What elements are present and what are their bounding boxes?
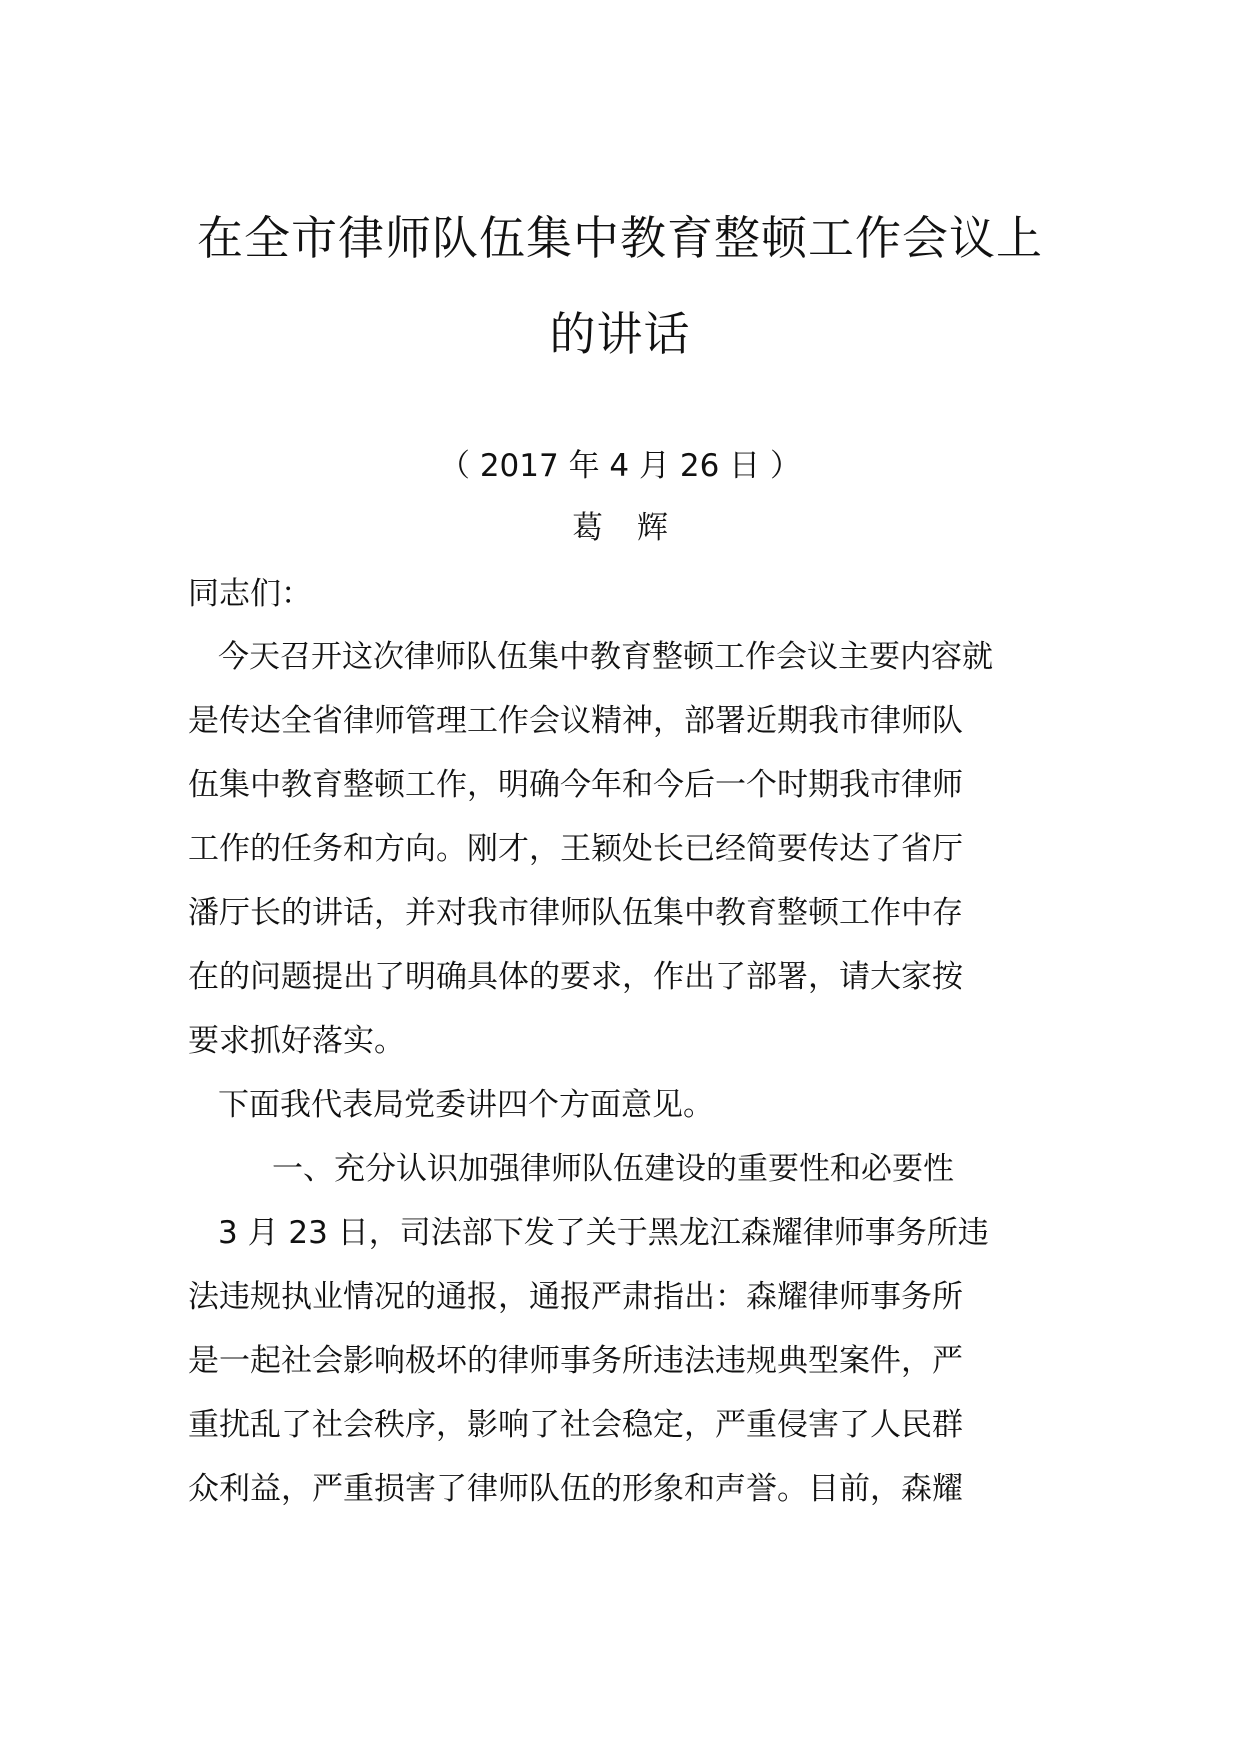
paragraph-line: 要求抓好落实。 — [188, 1023, 405, 1059]
paragraph-line: 伍集中教育整顿工作，明确今年和今后一个时期我市律师 — [188, 767, 963, 803]
paragraph-line: 是传达全省律师管理工作会议精神，部署近期我市律师队 — [188, 703, 963, 739]
paragraph-line: 3 月 23 日，司法部下发了关于黑龙江森耀律师事务所违 — [218, 1215, 989, 1251]
title-line-1: 在全市律师队伍集中教育整顿工作会议上 — [197, 211, 1043, 265]
paragraph-line: 下面我代表局党委讲四个方面意见。 — [218, 1087, 714, 1123]
paragraph-line: 今天召开这次律师队伍集中教育整顿工作会议主要内容就 — [218, 639, 993, 675]
author-char-1: 葛 — [572, 510, 603, 546]
paragraph-line: 在的问题提出了明确具体的要求，作出了部署，请大家按 — [188, 959, 963, 995]
title-line-2: 的讲话 — [549, 307, 691, 361]
section-heading: 一、充分认识加强律师队伍建设的重要性和必要性 — [272, 1151, 954, 1187]
author-name — [150, 508, 1090, 548]
salutation: 同志们： — [188, 576, 312, 612]
paragraph-line: 工作的任务和方向。刚才，王颖处长已经简要传达了省厅 — [188, 831, 963, 867]
author-char-2: 辉 — [637, 510, 668, 546]
speech-date: （ 2017 年 4 月 26 日 ） — [438, 448, 802, 484]
paragraph-line: 众利益，严重损害了律师队伍的形象和声誉。目前，森耀 — [188, 1471, 963, 1507]
paragraph-line: 重扰乱了社会秩序，影响了社会稳定，严重侵害了人民群 — [188, 1407, 963, 1443]
paragraph-line: 潘厅长的讲话，并对我市律师队伍集中教育整顿工作中存 — [188, 895, 963, 931]
paragraph-line: 是一起社会影响极坏的律师事务所违法违规典型案件，严 — [188, 1343, 963, 1379]
paragraph-line: 法违规执业情况的通报，通报严肃指出：森耀律师事务所 — [188, 1279, 963, 1315]
